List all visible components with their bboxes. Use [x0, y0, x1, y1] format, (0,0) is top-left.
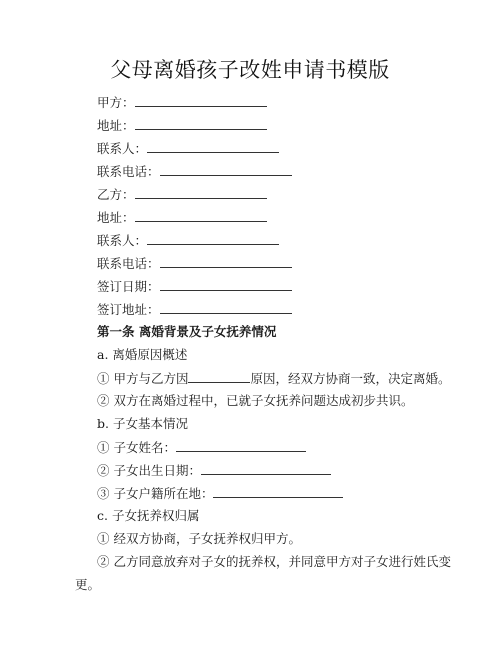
- field-label: 地址：: [97, 118, 135, 133]
- section-a-item-2: ② 双方在离婚过程中，已就子女抚养问题达成初步共识。: [97, 393, 414, 408]
- blank-line: [213, 484, 343, 498]
- section-c-item-2-line-2: 更。: [75, 577, 101, 592]
- field-label: 签订地址：: [97, 302, 160, 317]
- blank-line: [160, 277, 292, 291]
- article-1-heading: 第一条 离婚背景及子女抚养情况: [97, 324, 277, 339]
- child-name-field: ① 子女姓名：: [97, 438, 306, 457]
- blank-line: [188, 369, 250, 383]
- child-household-field: ③ 子女户籍所在地：: [97, 484, 343, 503]
- party-a-phone-field: [97, 162, 292, 181]
- party-b-contact-field: [97, 231, 279, 250]
- field-label: 甲方：: [97, 95, 135, 110]
- section-c-title: c. 子女抚养权归属: [97, 508, 200, 523]
- party-b-phone-field: [97, 254, 292, 273]
- field-label: 联系电话：: [97, 164, 160, 179]
- blank-line: [147, 231, 279, 245]
- party-a-field: [97, 93, 267, 112]
- field-label: 联系人：: [97, 233, 148, 248]
- blank-line: [176, 438, 306, 452]
- party-a-contact-field: [97, 139, 279, 158]
- section-a-item-1: ① 甲方与乙方因 原因，经双方协商一致，决定离婚。: [97, 371, 451, 386]
- party-b-field: [97, 185, 267, 204]
- field-label: 乙方：: [97, 187, 135, 202]
- section-b-title: b. 子女基本情况: [97, 416, 188, 431]
- field-label: 联系人：: [97, 141, 148, 156]
- sign-date-field: [97, 277, 292, 296]
- blank-line: [135, 93, 267, 107]
- party-a-address-field: [97, 116, 267, 135]
- section-c-item-2-line-1: ② 乙方同意放弃对子女的抚养权，并同意甲方对子女进行姓氏变: [97, 554, 451, 569]
- blank-line: [160, 254, 292, 268]
- section-a-title: a. 离婚原因概述: [97, 347, 188, 362]
- blank-line: [147, 139, 279, 153]
- blank-line: [160, 300, 292, 314]
- party-b-address-field: [97, 208, 267, 227]
- field-label: 地址：: [97, 210, 135, 225]
- sign-address-field: [97, 300, 292, 319]
- blank-line: [201, 461, 331, 475]
- child-birthdate-field: ② 子女出生日期：: [97, 461, 331, 480]
- blank-line: [135, 208, 267, 222]
- blank-line: [135, 116, 267, 130]
- blank-line: [135, 185, 267, 199]
- blank-line: [160, 162, 292, 176]
- field-label: 联系电话：: [97, 256, 160, 271]
- document-title: 父母离婚孩子改姓申请书模版: [110, 58, 390, 82]
- section-c-item-1: ① 经双方协商，子女抚养权归甲方。: [97, 531, 301, 546]
- field-label: 签订日期：: [97, 279, 160, 294]
